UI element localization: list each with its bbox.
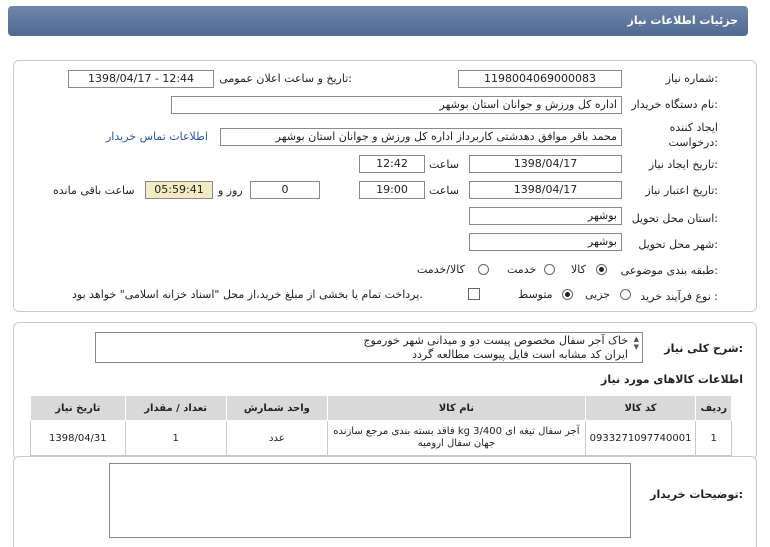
col-code: کد کالا (585, 396, 696, 421)
process-radio-medium[interactable] (562, 289, 573, 300)
process-label: نوع فرآیند خرید : (640, 290, 718, 303)
description-line-1: خاک آجر سفال مخصوص پیست دو و میدانی شهر خورموج (363, 334, 628, 347)
creator-field[interactable]: محمد باقر موافق دهدشتی کاربرداز اداره کل ورزش و جوانان استان بوشهر (220, 128, 622, 146)
city-field[interactable]: بوشهر (469, 233, 622, 251)
announce-datetime-field[interactable]: 1398/04/17 - 12:44 (68, 70, 214, 88)
valid-time-label: ساعت (429, 184, 459, 197)
buyer-org-label: نام دستگاه خریدار: (631, 98, 718, 111)
item-name (328, 421, 586, 456)
item-name-line-1: آجر سفال تیغه ای 3/400 kg فاقد بسته بندی مرجع سازنده (333, 426, 580, 437)
category-option-service: خدمت (507, 263, 537, 276)
buyer-org-field[interactable]: اداره کل ورزش و جوانان استان بوشهر (171, 96, 622, 114)
create-date-field[interactable]: 1398/04/17 (469, 155, 622, 173)
city-label: شهر محل تحویل: (638, 238, 718, 251)
buyer-notes-field[interactable] (109, 463, 631, 538)
description-scroll-icon[interactable]: ▲ ▼ (633, 335, 639, 351)
creator-label-line1: ایجاد کننده (669, 121, 718, 134)
row-number: 1 (696, 421, 732, 456)
treasury-payment-checkbox[interactable] (468, 288, 480, 300)
category-radio-goods[interactable] (596, 264, 607, 275)
category-radio-goods-service[interactable] (478, 264, 489, 275)
items-table-header (31, 396, 732, 421)
page-header (8, 6, 748, 36)
process-option-partial: جزیی (585, 288, 611, 301)
announce-label: تاریخ و ساعت اعلان عمومی: (219, 72, 352, 85)
remaining-days-field[interactable]: 0 (250, 181, 320, 199)
province-label: استان محل تحویل: (631, 212, 718, 225)
item-unit: عدد (226, 421, 327, 456)
treasury-payment-note: پرداخت تمام یا بخشی از مبلغ خرید،از محل "اسناد خزانه اسلامی" خواهد بود. (72, 288, 423, 301)
page-title: جزئیات اطلاعات نیاز (627, 14, 738, 27)
category-label: طبقه بندی موضوعی: (620, 264, 718, 277)
item-date: 1398/04/31 (31, 421, 126, 456)
col-qty: تعداد / مقدار (125, 396, 226, 421)
category-radio-service[interactable] (544, 264, 555, 275)
item-name-line-2: جهان سفال ارومیه (417, 438, 496, 449)
items-table (30, 395, 732, 456)
buyer-contact-link[interactable]: اطلاعات تماس خریدار (106, 130, 208, 143)
process-option-medium: متوسط (518, 288, 553, 301)
remaining-time-field[interactable]: 05:59:41 (145, 181, 213, 199)
col-date: تاریخ نیاز (31, 396, 126, 421)
days-label: روز و (218, 184, 243, 197)
buyer-notes-label: توضیحات خریدار: (650, 488, 743, 501)
table-row (31, 421, 732, 456)
item-code: 0933271097740001 (585, 421, 696, 456)
col-unit: واحد شمارش (226, 396, 327, 421)
create-time-field[interactable]: 12:42 (359, 155, 425, 173)
category-option-goods-service: کالا/خدمت (417, 263, 465, 276)
process-radio-partial[interactable] (620, 289, 631, 300)
description-line-2: ایران کد مشابه است فایل پیوست مطالعه گردد (412, 348, 628, 361)
col-name: نام کالا (328, 396, 586, 421)
description-field[interactable] (95, 332, 643, 363)
valid-time-field[interactable]: 19:00 (359, 181, 425, 199)
create-date-label: تاریخ ایجاد نیاز: (648, 158, 718, 171)
category-option-goods: کالا (571, 263, 586, 276)
valid-date-field[interactable]: 1398/04/17 (469, 181, 622, 199)
need-number-field[interactable]: 1198004069000083 (458, 70, 622, 88)
province-field[interactable]: بوشهر (469, 207, 622, 225)
items-section-title: اطلاعات کالاهای مورد نیاز (601, 373, 743, 386)
creator-label-line2: درخواست: (668, 136, 718, 149)
col-row: ردیف (696, 396, 732, 421)
create-time-label: ساعت (429, 158, 459, 171)
description-label: شرح کلی نیاز: (664, 342, 743, 355)
need-number-label: شماره نیاز: (665, 72, 718, 85)
remaining-label: ساعت باقی مانده (53, 184, 135, 197)
valid-date-label: تاریخ اعتبار نیاز: (645, 184, 718, 197)
item-qty: 1 (125, 421, 226, 456)
